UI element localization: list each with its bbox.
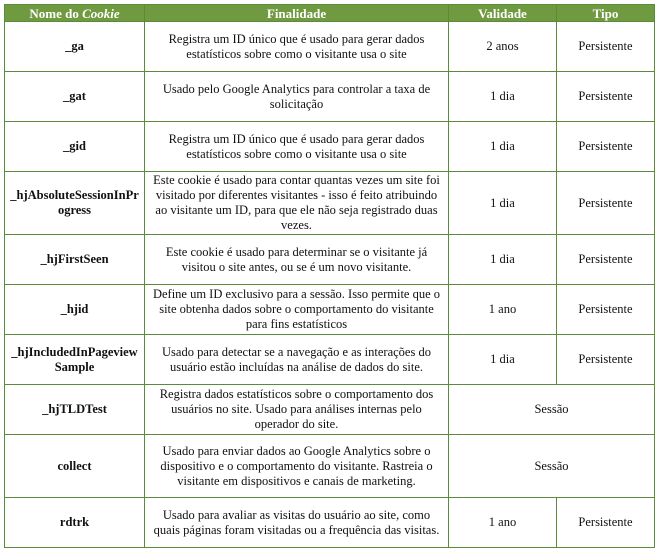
table-header-row <box>5 5 655 22</box>
cookie-validity: 1 dia <box>449 172 557 235</box>
cookie-validity: 2 anos <box>449 22 557 72</box>
header-cookie-name-italic: Cookie <box>82 5 120 21</box>
cookie-name: _hjTLDTest <box>5 385 145 435</box>
cookie-name: _hjFirstSeen <box>5 235 145 285</box>
header-type: Tipo <box>557 5 655 22</box>
cookie-type: Persistente <box>557 235 655 285</box>
header-validity: Validade <box>449 5 557 22</box>
cookie-name: collect <box>5 435 145 498</box>
cookie-table <box>4 4 655 548</box>
table-row <box>5 385 655 435</box>
cookie-purpose: Este cookie é usado para determinar se o visitante já visitou o site antes, ou se é um novo visitante. <box>145 235 449 285</box>
table-row <box>5 122 655 172</box>
cookie-purpose: Registra um ID único que é usado para gerar dados estatísticos sobre como o visitante usa o site <box>145 22 449 72</box>
table-row <box>5 22 655 72</box>
cookie-session: Sessão <box>449 385 655 435</box>
cookie-purpose: Usado para enviar dados ao Google Analytics sobre o dispositivo e o comportamento do visitante. Rastreia o visitante em dispositivos e canais de marketing. <box>145 435 449 498</box>
cookie-name <box>5 172 145 235</box>
cookie-type: Persistente <box>557 22 655 72</box>
cookie-purpose: Registra um ID único que é usado para gerar dados estatísticos sobre como o visitante usa o site <box>145 122 449 172</box>
table-row <box>5 235 655 285</box>
cookie-validity: 1 dia <box>449 235 557 285</box>
table-row <box>5 335 655 385</box>
table-row <box>5 172 655 235</box>
cookie-validity: 1 dia <box>449 335 557 385</box>
cookie-type: Persistente <box>557 122 655 172</box>
header-cookie-name-prefix: Nome do <box>29 5 83 21</box>
cookie-purpose: Usado para detectar se a navegação e as interações do usuário estão incluídas na análise de dados do site. <box>145 335 449 385</box>
cookie-type: Persistente <box>557 285 655 335</box>
cookie-type: Persistente <box>557 172 655 235</box>
table-row <box>5 435 655 498</box>
cookie-type: Persistente <box>557 72 655 122</box>
cookie-name: _gid <box>5 122 145 172</box>
cookie-purpose: Usado para avaliar as visitas do usuário ao site, como quais páginas foram visitadas ou a frequência das visitas. <box>145 498 449 548</box>
cookie-validity: 1 dia <box>449 72 557 122</box>
cookie-name: _gat <box>5 72 145 122</box>
cookie-name-text: _hjAbsoluteSessionInProgress <box>10 188 139 217</box>
cookie-name <box>5 335 145 385</box>
table-row <box>5 498 655 548</box>
header-purpose: Finalidade <box>145 5 449 22</box>
cookie-purpose: Registra dados estatísticos sobre o comportamento dos usuários no site. Usado para análises internas pelo operador do site. <box>145 385 449 435</box>
cookie-session: Sessão <box>449 435 655 498</box>
cookie-name-text: _hjIncludedInPageviewSample <box>11 344 138 374</box>
cookie-purpose: Usado pelo Google Analytics para controlar a taxa de solicitação <box>145 72 449 122</box>
cookie-validity: 1 ano <box>449 498 557 548</box>
cookie-type: Persistente <box>557 498 655 548</box>
cookie-validity: 1 dia <box>449 122 557 172</box>
cookie-name: _ga <box>5 22 145 72</box>
header-cookie-name <box>5 5 145 22</box>
cookie-purpose: Define um ID exclusivo para a sessão. Isso permite que o site obtenha dados sobre o comportamento do visitante para fins estatísticos <box>145 285 449 335</box>
cookie-name: _hjid <box>5 285 145 335</box>
cookie-type: Persistente <box>557 335 655 385</box>
cookie-purpose: Este cookie é usado para contar quantas vezes um site foi visitado por diferentes visitantes - isso é feito atribuindo ao visitante um ID, para que ele não seja registrado duas vezes. <box>145 172 449 235</box>
table-row <box>5 285 655 335</box>
cookie-name: rdtrk <box>5 498 145 548</box>
cookie-table-container <box>4 4 655 548</box>
cookie-validity: 1 ano <box>449 285 557 335</box>
table-row <box>5 72 655 122</box>
